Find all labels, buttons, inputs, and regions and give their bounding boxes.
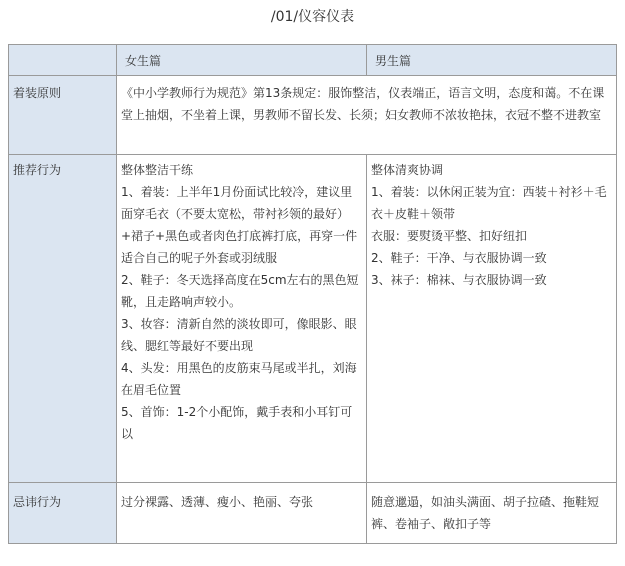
female-item: 4、头发：用黑色的皮筋束马尾或半扎，刘海在眉毛位置 (121, 361, 357, 397)
header-cell-female: 女生篇 (117, 45, 367, 76)
female-item: 整体整洁干练 (121, 163, 194, 177)
header-cell-male: 男生篇 (367, 45, 617, 76)
male-item: 3、袜子：棉袜、与衣服协调一致 (371, 273, 547, 287)
page-title: /01/仪容仪表 (270, 9, 355, 25)
recommend-male-cell (367, 155, 617, 483)
table-header-row (9, 45, 617, 76)
taboo-male-text: 随意邋遢，如油头满面、胡子拉碴、拖鞋短裤、卷袖子、敞扣子等 (367, 483, 617, 544)
header-cell-empty (9, 45, 117, 76)
etiquette-table (8, 44, 617, 544)
table-row-taboo (9, 483, 617, 544)
female-item: 3、妆容：清新自然的淡妆即可，像眼影、眼线、腮红等最好不要出现 (121, 317, 357, 353)
female-item: 1、着装：上半年1月份面试比较冷，建议里面穿毛衣（不要太宽松，带衬衫领的最好）+裙子+黑色或者肉色打底裤打底，再穿一件适合自己的呢子外套或羽绒服 (121, 185, 358, 265)
male-item: 2、鞋子：干净、与衣服协调一致 (371, 251, 547, 265)
row-label-taboo: 忌讳行为 (9, 483, 117, 544)
row-label-principle: 着装原则 (9, 76, 117, 155)
male-item: 整体清爽协调 (371, 163, 444, 177)
female-item: 5、首饰：1-2个小配饰，戴手表和小耳钉可以 (121, 405, 353, 441)
table-row-principle (9, 76, 617, 155)
row-label-recommend: 推荐行为 (9, 155, 117, 483)
female-item: 2、鞋子：冬天选择高度在5cm左右的黑色短靴，且走路响声较小。 (121, 273, 359, 309)
male-item: 衣服：要熨烫平整、扣好纽扣 (371, 229, 528, 243)
recommend-female-cell (117, 155, 367, 483)
principle-text: 《中小学教师行为规范》第13条规定：服饰整洁，仪表端正，语言文明，态度和蔼。不在课堂上抽烟，不坐着上课，男教师不留长发、长须；妇女教师不浓妆艳抹，衣冠不整不进教室 (117, 76, 617, 155)
male-item: 1、着装：以休闲正装为宜：西装＋衬衫＋毛衣＋皮鞋＋领带 (371, 185, 607, 221)
taboo-female-text: 过分裸露、透薄、瘦小、艳丽、夸张 (117, 483, 367, 544)
table-row-recommend (9, 155, 617, 483)
